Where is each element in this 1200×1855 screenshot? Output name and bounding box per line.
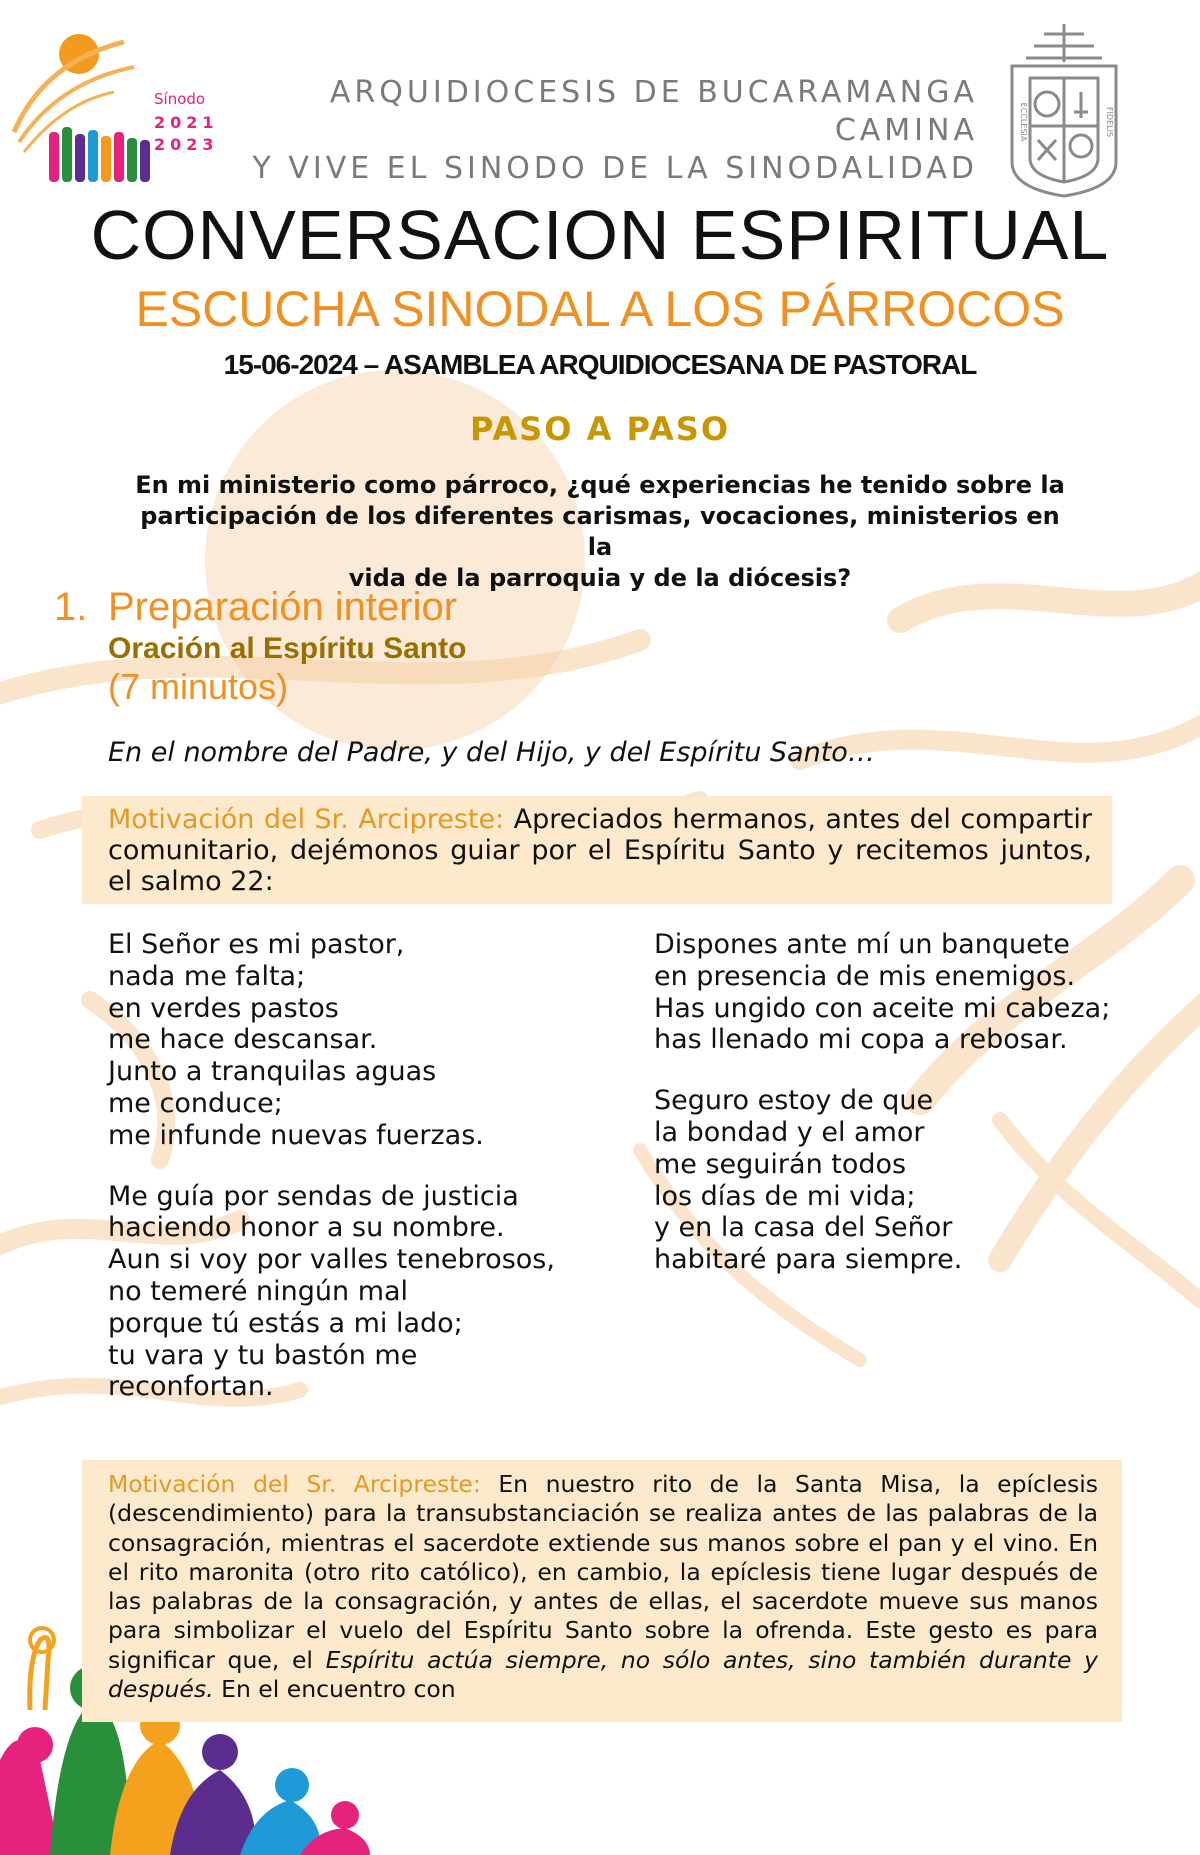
psalm-line: me seguirán todos [654, 1148, 907, 1180]
section-title: Preparación interior [108, 585, 458, 629]
synod-logo [4, 22, 244, 187]
psalm-stanza [654, 1085, 1110, 1276]
section-duration: (7 minutos) [108, 666, 289, 707]
guiding-question [130, 470, 1070, 594]
motivation-body-continued: En el encuentro con [221, 1675, 456, 1704]
event-dateline: 15-06-2024 – ASAMBLEA ARQUIDIOCESANA DE PASTORAL [223, 349, 977, 380]
psalm-line: Aun si voy por valles tenebrosos, [108, 1244, 555, 1276]
psalm-line: Me guía por sendas de justicia [108, 1180, 519, 1212]
psalm-column-left [108, 929, 555, 1432]
psalm-line: la bondad y el amor [654, 1116, 925, 1148]
psalm-line: Seguro estoy de que [654, 1085, 934, 1117]
synod-logo-word: Sínodo [154, 90, 206, 108]
psalm-line: El Señor es mi pastor, [108, 929, 405, 960]
motivation-text [108, 1470, 1098, 1704]
motivation-label: Motivación del Sr. Arcipreste: [108, 804, 505, 835]
archdiocese-header-line2: Y VIVE EL SINODO DE LA SINODALIDAD [252, 151, 978, 186]
step-heading: PASO A PASO [469, 410, 731, 448]
psalm-line: en presencia de mis enemigos. [654, 960, 1076, 992]
psalm-stanza [108, 1181, 555, 1404]
psalm-line: Has ungido con aceite mi cabeza; [654, 992, 1111, 1024]
psalm-column-right [654, 929, 1110, 1305]
psalm-line: reconfortan. [108, 1371, 274, 1403]
guiding-question-line: vida de la parroquia y de la diócesis? [348, 564, 852, 592]
psalm-line: habitaré para siempre. [654, 1244, 963, 1276]
psalm-line: tu vara y tu bastón me [108, 1339, 418, 1371]
motivation-label: Motivación del Sr. Arcipreste: [108, 1470, 481, 1498]
archdiocese-crest [1000, 22, 1128, 200]
psalm-stanza [654, 929, 1110, 1056]
psalm-line: y en la casa del Señor [654, 1212, 953, 1244]
motivation-text [108, 804, 1092, 897]
psalm-line: los días de mi vida; [654, 1180, 916, 1212]
psalm-line: nada me falta; [108, 960, 306, 992]
motivation-emphasis: Espíritu actúa siempre, no sólo antes, sino también durante y después. [108, 1645, 1098, 1704]
invocation-text: En el nombre del Padre, y del Hijo, y del Espíritu Santo… [108, 737, 875, 768]
motivation-body: Apreciados hermanos, antes del compartir comunitario, dejémonos guiar por el Espíritu Santo y recitemos juntos, el salmo 22: [108, 804, 1092, 897]
archdiocese-header [238, 74, 978, 188]
motivation-box [82, 1460, 1122, 1722]
synod-logo-people [49, 127, 150, 182]
motivation-body: En nuestro rito de la Santa Misa, la epíclesis (descendimiento) para la transubstanciación se realiza antes de las palabras de la consagración, mientras el sacerdote extiende sus manos sobre el pan y el vino. En el rito maronita (otro rito católico), en cambio, la epíclesis tiene lugar después de las palabras de la consagración, y antes de ellas, el sacerdote mueve sus manos para simbolizar el vuelo del Espíritu Santo sobre la ofrenda. Este gesto es para significar que, el [108, 1470, 1098, 1674]
psalm-line: Dispones ante mí un banquete [654, 929, 1070, 960]
archdiocese-header-line1: ARQUIDIOCESIS DE BUCARAMANGA CAMINA [329, 75, 978, 148]
guiding-question-line: En mi ministerio como párroco, ¿qué experiencias he tenido sobre la [135, 471, 1065, 499]
section-number: 1. [54, 585, 88, 629]
psalm-line: no temeré ningún mal [108, 1275, 409, 1307]
psalm-line: me infunde nuevas fuerzas. [108, 1119, 484, 1151]
psalm-line: me conduce; [108, 1087, 283, 1119]
section-subtitle: Oración al Espíritu Santo [108, 632, 467, 665]
motivation-box [82, 796, 1112, 904]
psalm-stanza [108, 929, 555, 1152]
page-title: CONVERSACION ESPIRITUAL [90, 196, 1110, 274]
psalm-line: Junto a tranquilas aguas [108, 1056, 437, 1088]
guiding-question-line: participación de los diferentes carismas, vocaciones, ministerios en la [140, 502, 1060, 561]
psalm-line: me hace descansar. [108, 1024, 378, 1056]
page-subtitle: ESCUCHA SINODAL A LOS PÁRROCOS [135, 281, 1065, 337]
psalm-line: porque tú estás a mi lado; [108, 1307, 463, 1339]
psalm-line: has llenado mi copa a rebosar. [654, 1024, 1068, 1056]
crest-word-left: ECCLESIA [1019, 102, 1028, 142]
psalm-line: en verdes pastos [108, 992, 339, 1024]
psalm-line: haciendo honor a su nombre. [108, 1212, 505, 1244]
crest-word-right: FIDELIS [1105, 106, 1114, 138]
synod-logo-year-start: 2021 [154, 113, 219, 132]
synod-logo-year-end: 2023 [154, 135, 219, 154]
